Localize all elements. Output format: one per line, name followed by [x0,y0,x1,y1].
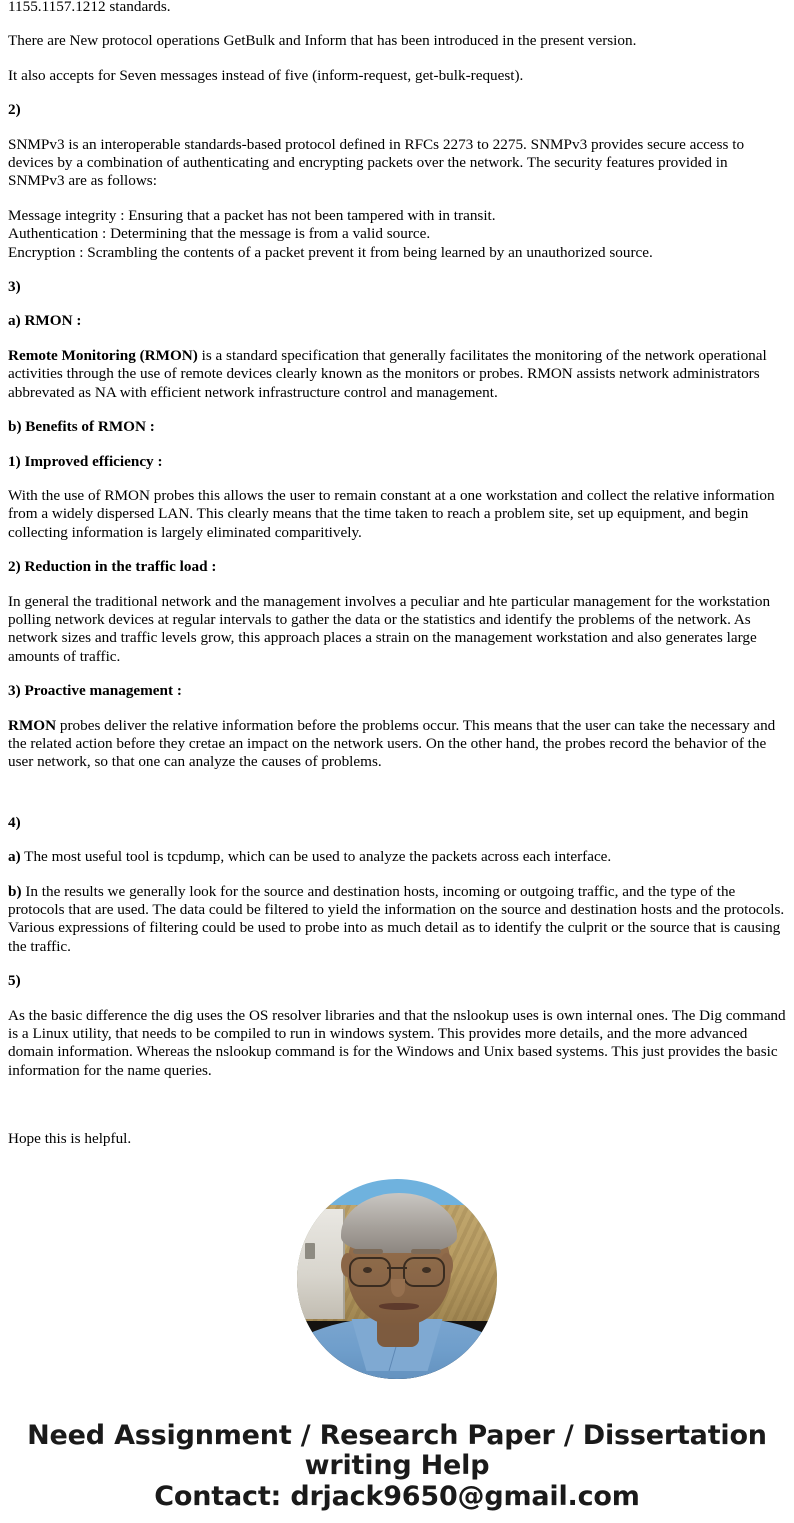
rmon-definition-text: is a standard specification that generally facilitates the monitoring of the network operational activities through the use of remote devices clearly known as the monitors or probes. RMON assists network administrators abbrevated as NA with efficient network infrastructure control and management. [8,346,767,401]
rmon-bold-lead-2: RMON [8,716,57,734]
question-number-4: 4) [8,813,21,831]
paragraph-seven-messages: It also accepts for Seven messages instead of five (inform-request, get-bulk-request). [8,66,524,84]
heading-proactive-management: 3) Proactive management : [8,682,182,700]
paragraph-q4-a [8,848,786,866]
heading-reduction-traffic-load: 2) Reduction in the traffic load : [8,558,217,576]
heading-improved-efficiency: 1) Improved efficiency : [8,452,163,470]
avatar-glasses-bridge [387,1267,407,1269]
document-body [8,0,786,1149]
footer [8,1421,786,1512]
q4-b-text: In the results we generally look for the source and destination hosts, incoming or outgoing traffic, and the type of the protocols that are used. The data could be filtered to yield the information on the source and destination hosts and the protocols. Various expressions of filtering could be used to probe into as much detail as to identify the culprit or the source that is causing the traffic. [8,882,785,955]
paragraph-reduction-traffic-load: In general the traditional network and the management involves a peculiar and hte particular management for the workstation polling network devices at regular intervals to gather the data or the statistics and identify the problems of the network. As network sizes and traffic levels grow, this approach places a strain on the management workstation and also generates large amounts of traffic. [8,592,771,665]
paragraph-q4-b [8,883,786,957]
question-number-2: 2) [8,101,21,119]
paragraph-standards: 1155.1157.1212 standards. [8,0,171,15]
heading-rmon: a) RMON : [8,312,82,330]
proactive-management-text: probes deliver the relative information before the problems occur. This means that the user can take the necessary and the related action before they cretae an impact on the network users. On the other hand, the probes record the behavior of the user network, so that one can analyze the causes of problems. [8,716,776,771]
avatar-glasses-left-lens [349,1257,391,1287]
avatar-eyebrow-right [411,1249,441,1254]
avatar-glasses-right-lens [403,1257,445,1287]
question-number-5: 5) [8,972,21,990]
avatar [297,1179,497,1379]
question-number-3: 3) [8,278,21,296]
q4-b-label: b) [8,882,22,900]
paragraph-message-integrity: Message integrity : Ensuring that a packet has not been tampered with in transit. [8,206,496,224]
section-spacer [8,788,786,814]
paragraph-new-protocol-operations: There are New protocol operations GetBulk and Inform that has been introduced in the present version. [8,32,637,50]
closing-spacer [8,1096,786,1130]
paragraph-closing: Hope this is helpful. [8,1130,132,1148]
rmon-bold-lead: Remote Monitoring (RMON) [8,346,198,364]
avatar-hair [341,1193,457,1253]
paragraph-dig-vs-nslookup: As the basic difference the dig uses the OS resolver libraries and that the nslookup uses is own internal ones. The Dig command is a Linux utility, that needs to be compiled to run in windows system. This provides more details, and the more advanced domain information. Whereas the nslookup command is for the Windows and Unix based systems. This just provides the basic information for the name queries. [8,1006,786,1079]
paragraph-snmpv3-overview: SNMPv3 is an interoperable standards-based protocol defined in RFCs 2273 to 2275. SNMPv3 provides secure access to devices by a combination of authenticating and encrypting packets over the network. The security features provided in SNMPv3 are as follows: [8,135,745,190]
footer-headline-line2: writing Help [304,1449,490,1481]
paragraph-authentication: Authentication : Determining that the message is from a valid source. [8,225,431,243]
avatar-container [8,1179,786,1379]
avatar-mouth [379,1303,419,1310]
paragraph-rmon-definition [8,347,786,402]
q4-a-label: a) [8,848,21,866]
paragraph-proactive-management [8,717,786,772]
footer-contact-email[interactable]: Contact: drjack9650@gmail.com [154,1480,640,1512]
paragraph-encryption: Encryption : Scrambling the contents of a packet prevent it from being learned by an unauthorized source. [8,243,653,261]
heading-benefits-of-rmon: b) Benefits of RMON : [8,418,155,436]
q4-a-text: The most useful tool is tcpdump, which can be used to analyze the packets across each interface. [20,848,612,866]
avatar-eyebrow-left [353,1249,383,1254]
avatar-background-door [297,1209,345,1319]
paragraph-improved-efficiency: With the use of RMON probes this allows the user to remain constant at a one workstation and collect the relative information from a widely dispersed LAN. This clearly means that the time taken to reach a problem site, set up equipment, and begin collecting information is largely eliminated comparitively. [8,486,775,541]
avatar-nose [391,1279,405,1297]
footer-headline-line1: Need Assignment / Research Paper / Dissertation [27,1419,767,1451]
